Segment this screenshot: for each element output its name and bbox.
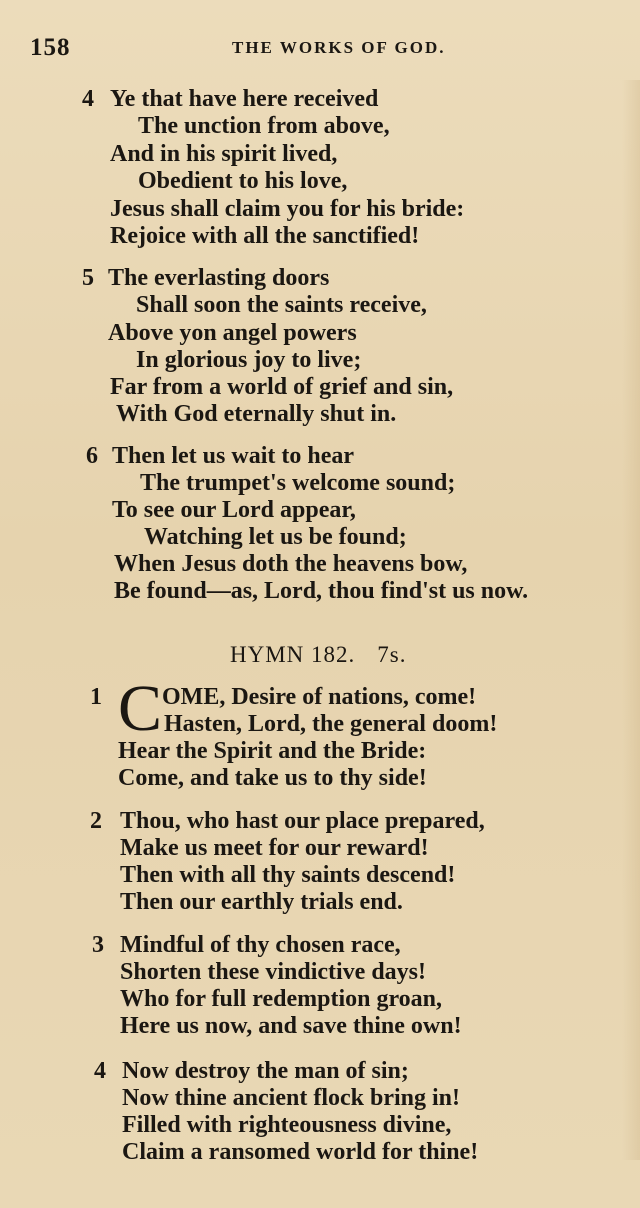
drop-cap: C xyxy=(118,672,163,745)
stanza-number: 1 xyxy=(90,684,102,710)
verse-line: Then our earthly trials end. xyxy=(120,889,403,915)
verse-line: Far from a world of grief and sin, xyxy=(110,374,454,400)
verse-line: Hear the Spirit and the Bride: xyxy=(118,738,427,764)
page-header xyxy=(30,34,610,64)
hymn-heading xyxy=(230,642,406,668)
page-number: 158 xyxy=(30,34,71,61)
verse-line: Come, and take us to thy side! xyxy=(118,765,427,791)
stanza-number: 3 xyxy=(92,932,104,958)
stanza-number: 4 xyxy=(82,86,94,112)
verse-line: Now destroy the man of sin; xyxy=(122,1058,409,1084)
verse-line: OME, Desire of nations, come! xyxy=(162,684,477,710)
verse-line: Claim a ransomed world for thine! xyxy=(122,1139,479,1165)
verse-line: Watching let us be found; xyxy=(144,524,407,550)
verse-line: Then let us wait to hear xyxy=(112,443,354,469)
verse-line: Above yon angel powers xyxy=(108,320,357,346)
verse-line: Jesus shall claim you for his bride: xyxy=(110,196,465,222)
verse-line: Hasten, Lord, the general doom! xyxy=(164,711,498,737)
verse-line: Rejoice with all the sanctified! xyxy=(110,223,420,249)
stanza-number: 5 xyxy=(82,265,94,291)
verse-line: Now thine ancient flock bring in! xyxy=(122,1085,461,1111)
verse-line: Thou, who hast our place prepared, xyxy=(120,808,485,834)
verse-line: Shorten these vindictive days! xyxy=(120,959,426,985)
hymn-meter: 7s. xyxy=(377,642,407,667)
verse-line: Be found—as, Lord, thou find'st us now. xyxy=(114,578,529,604)
verse-line: Ye that have here received xyxy=(110,86,379,112)
verse-line: Shall soon the saints receive, xyxy=(136,292,427,318)
stanza-number: 2 xyxy=(90,808,102,834)
page-edge-shadow xyxy=(622,80,640,1160)
verse-line: When Jesus doth the heavens bow, xyxy=(114,551,468,577)
verse-line: Then with all thy saints descend! xyxy=(120,862,456,888)
verse-line: With God eternally shut in. xyxy=(116,401,397,427)
running-head: THE WORKS OF GOD. xyxy=(232,38,446,57)
verse-line: Mindful of thy chosen race, xyxy=(120,932,401,958)
verse-line: Here us now, and save thine own! xyxy=(120,1013,462,1039)
verse-line: Who for full redemption groan, xyxy=(120,986,443,1012)
verse-line: Filled with righteousness divine, xyxy=(122,1112,452,1138)
stanza-number: 6 xyxy=(86,443,98,469)
verse-line: To see our Lord appear, xyxy=(112,497,356,523)
hymn-title: HYMN 182. xyxy=(230,642,356,667)
verse-line: The unction from above, xyxy=(138,113,390,139)
verse-line: In glorious joy to live; xyxy=(136,347,362,373)
verse-line: Make us meet for our reward! xyxy=(120,835,429,861)
verse-line: Obedient to his love, xyxy=(138,168,348,194)
verse-line: And in his spirit lived, xyxy=(110,141,338,167)
stanza-number: 4 xyxy=(94,1058,106,1084)
verse-line: The everlasting doors xyxy=(108,265,330,291)
verse-line: The trumpet's welcome sound; xyxy=(140,470,456,496)
